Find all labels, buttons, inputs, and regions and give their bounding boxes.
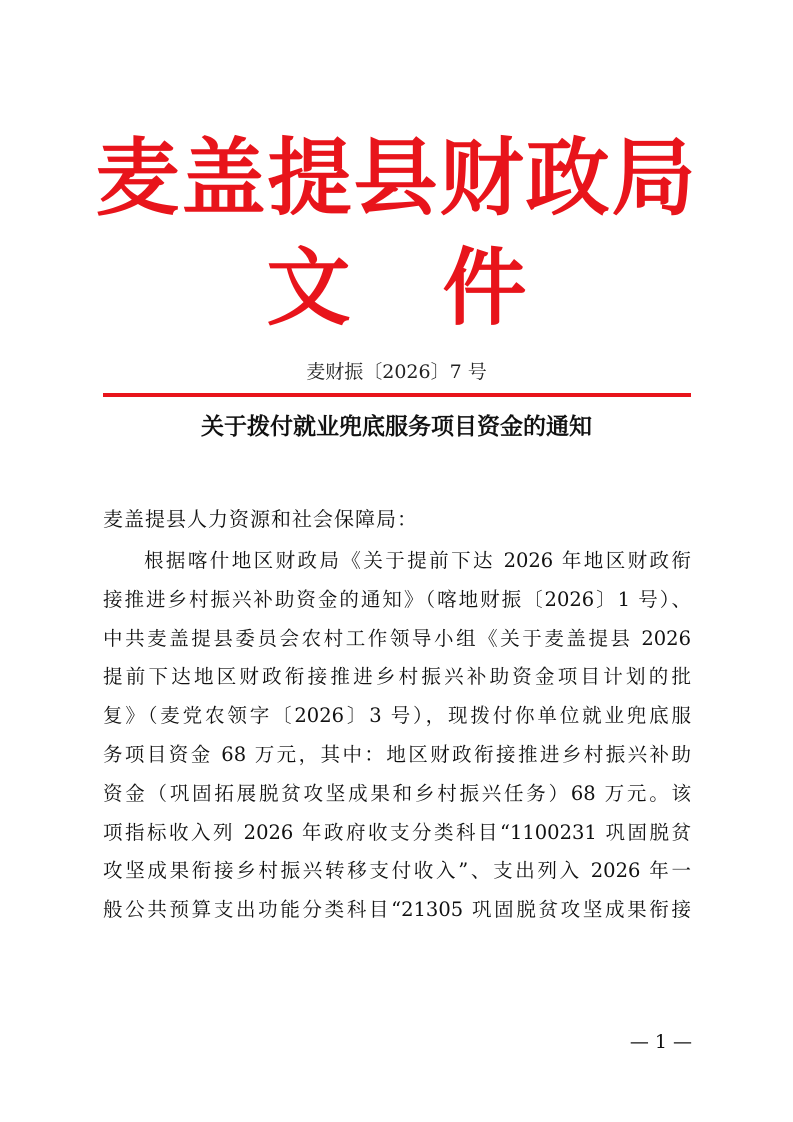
body-line: 般公共预算支出功能分类科目“21305 巩固脱贫攻坚成果衔接 [103,898,691,922]
body-line: 根据喀什地区财政局《关于提前下达 2026 年地区财政衔 [144,549,691,572]
body-line: 务项目资金 68 万元，其中：地区财政衔接推进乡村振兴补助 [103,742,691,766]
body-line: 提前下达地区财政衔接推进乡村振兴补助资金项目计划的批 [103,665,691,689]
body-line: 攻坚成果衔接乡村振兴转移支付收入”、支出列入 2026 年一 [103,859,691,883]
issuing-agency-title: 麦盖提县财政局 [95,129,698,227]
notice-body [103,542,691,930]
body-line: 资金（巩固拓展脱贫攻坚成果和乡村振兴任务）68 万元。该 [103,781,691,805]
notice-title: 关于拨付就业兜底服务项目资金的通知 [201,413,592,440]
page-number: — 1 — [629,1031,692,1053]
document-type-title: 文件 [266,239,619,337]
body-line: 项指标收入列 2026 年政府收支分类科目“1100231 巩固脱贫 [103,820,691,844]
body-line: 中共麦盖提县委员会农村工作领导小组《关于麦盖提县 2026 [103,626,691,650]
addressee: 麦盖提县人力资源和社会保障局： [103,507,418,531]
body-line: 复》（麦党农领字〔2026〕3 号），现拨付你单位就业兜底服 [103,704,691,728]
body-line: 接推进乡村振兴补助资金的通知》（喀地财振〔2026〕1 号）、 [103,587,691,611]
red-divider-line [103,393,691,397]
document-number: 麦财振〔2026〕7 号 [306,361,487,383]
